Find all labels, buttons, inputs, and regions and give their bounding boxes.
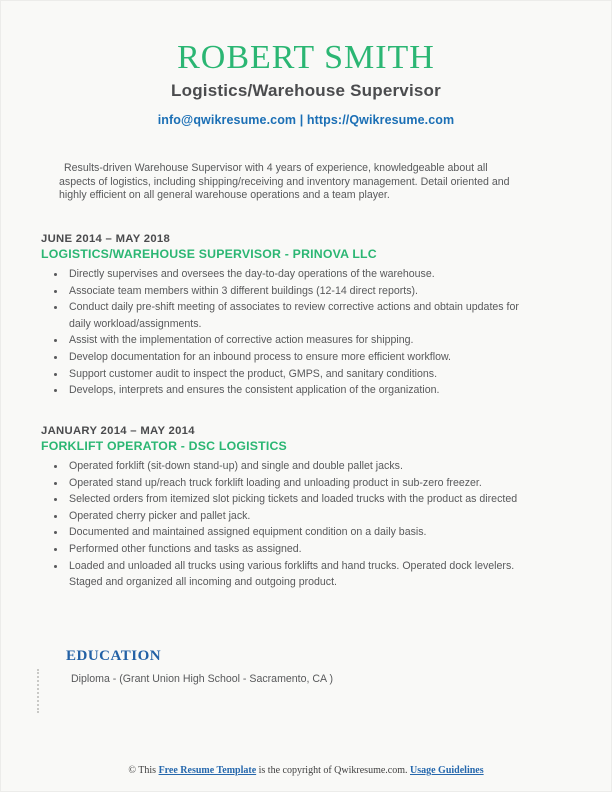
list-item: Assist with the implementation of corrective action measures for shipping. <box>41 332 519 349</box>
resume-header <box>1 39 611 127</box>
job-2-title: FORKLIFT OPERATOR - DSC LOGISTICS <box>41 439 287 453</box>
page-break-dotted-line <box>37 669 39 713</box>
list-item: Develops, interprets and ensures the consistent application of the organization. <box>41 382 519 399</box>
candidate-title: Logistics/Warehouse Supervisor <box>171 81 441 100</box>
job-1-dates: JUNE 2014 – MAY 2018 <box>41 233 171 245</box>
education-heading: EDUCATION <box>66 648 162 664</box>
experience-job-1 <box>41 232 541 399</box>
free-resume-template-link[interactable]: Free Resume Template <box>158 765 257 776</box>
list-item: Develop documentation for an inbound process to ensure more efficient workflow. <box>41 349 519 366</box>
summary-paragraph: Results-driven Warehouse Supervisor with 4 years of experience, knowledgeable about all aspects of logistics, including shipping/receiving and inventory management. Detail oriented and highly efficient on all general warehouse operations and a team player. <box>59 162 510 202</box>
list-item: Operated forklift (sit-down stand-up) and single and double pallet jacks. <box>41 458 519 475</box>
experience-job-2 <box>41 424 541 591</box>
candidate-name: ROBERT SMITH <box>177 39 435 76</box>
list-item: Support customer audit to inspect the product, GMPS, and sanitary conditions. <box>41 366 519 383</box>
job-1-title: LOGISTICS/WAREHOUSE SUPERVISOR - PRINOVA LLC <box>41 247 377 261</box>
education-item: Diploma - (Grant Union High School - Sacramento, CA ) <box>71 673 334 685</box>
list-item: Conduct daily pre-shift meeting of associates to review corrective actions and obtain updates for daily workload/assignments. <box>41 299 519 332</box>
footer-copyright-prefix: © This <box>128 765 159 776</box>
list-item: Operated stand up/reach truck forklift loading and unloading product in sub-zero freezer. <box>41 475 519 492</box>
list-item: Associate team members within 3 different buildings (12-14 direct reports). <box>41 283 519 300</box>
list-item: Selected orders from itemized slot picking tickets and loaded trucks with the product as directed <box>41 491 519 508</box>
list-item: Operated cherry picker and pallet jack. <box>41 508 519 525</box>
list-item: Documented and maintained assigned equipment condition on a daily basis. <box>41 524 519 541</box>
job-2-duties-list <box>41 458 519 591</box>
list-item: Directly supervises and oversees the day-to-day operations of the warehouse. <box>41 266 519 283</box>
footer-copyright-middle: is the copyright of Qwikresume.com. <box>256 765 410 776</box>
usage-guidelines-link[interactable]: Usage Guidelines <box>410 765 484 776</box>
job-2-dates: JANUARY 2014 – MAY 2014 <box>41 425 195 437</box>
job-1-duties-list <box>41 266 519 399</box>
list-item: Performed other functions and tasks as assigned. <box>41 541 519 558</box>
education-section <box>66 647 333 686</box>
page-footer <box>1 765 611 776</box>
list-item: Loaded and unloaded all trucks using various forklifts and hand trucks. Operated dock levelers. Staged and organized all incoming and outgoing product. <box>41 558 519 591</box>
contact-info: info@qwikresume.com | https://Qwikresume.com <box>157 113 455 127</box>
